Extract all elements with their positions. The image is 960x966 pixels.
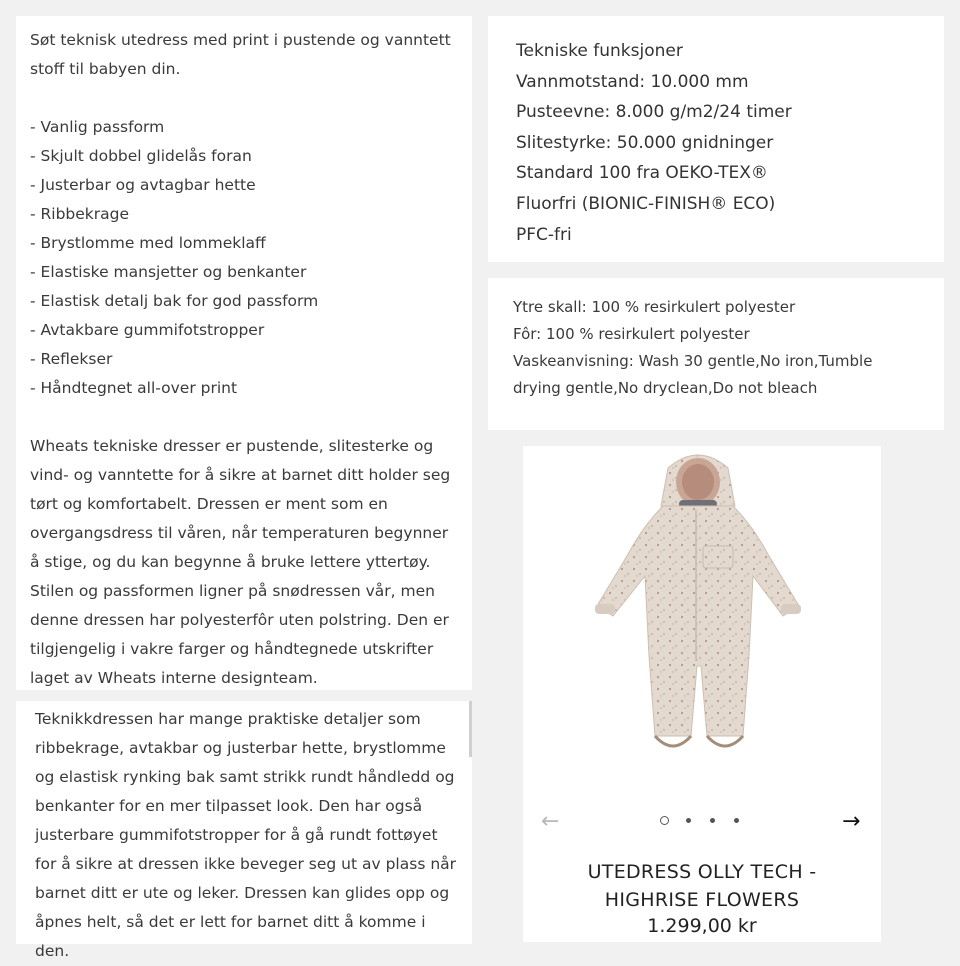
tech-spec-row: Fluorfri (BIONIC-FINISH® ECO) [516, 193, 776, 214]
carousel-dot[interactable] [686, 818, 691, 823]
feature-item: - Håndtegnet all-over print [30, 379, 238, 397]
material-panel [488, 278, 944, 430]
feature-item: - Reflekser [30, 350, 113, 368]
scrollbar-thumb[interactable] [469, 701, 472, 757]
carousel-dot[interactable] [660, 816, 669, 825]
arrow-right-icon[interactable]: → [842, 809, 861, 834]
product-image[interactable] [583, 446, 813, 776]
tech-spec-row: Slitestyrke: 50.000 gnidninger [516, 132, 774, 153]
carousel-dot[interactable] [734, 818, 739, 823]
product-title[interactable] [523, 858, 881, 914]
arrow-left-icon[interactable]: ← [541, 809, 560, 834]
feature-list [30, 113, 458, 403]
feature-item: - Justerbar og avtagbar hette [30, 176, 256, 194]
feature-item: - Elastiske mansjetter og benkanter [30, 263, 307, 281]
lining-text: Fôr: 100 % resirkulert polyester [513, 325, 750, 343]
tech-spec-row: PFC-fri [516, 224, 572, 245]
feature-item: - Avtakbare gummifotstropper [30, 321, 265, 339]
tech-spec-row: Pusteevne: 8.000 g/m2/24 timer [516, 102, 792, 123]
feature-item: - Ribbekrage [30, 205, 130, 223]
product-card[interactable] [523, 446, 881, 942]
feature-item: - Elastisk detalj bak for god passform [30, 292, 319, 310]
product-description-panel [16, 16, 472, 690]
extra-details-panel[interactable] [16, 701, 472, 960]
care-instructions-text: Vaskeanvisning: Wash 30 gentle,No iron,Tumble drying gentle,No dryclean,Do not bleach [513, 352, 873, 397]
feature-item: - Vanlig passform [30, 118, 165, 136]
technical-features-panel[interactable] [488, 16, 944, 262]
carousel-indicators [660, 816, 758, 825]
tech-spec-row: Standard 100 fra OEKO-TEX® [516, 163, 768, 184]
panel-fade [488, 248, 944, 262]
tech-spec-row: Vannmotstand: 10.000 mm [516, 71, 749, 92]
product-price: 1.299,00 kr [647, 915, 757, 937]
outer-shell-text: Ytre skall: 100 % resirkulert polyester [513, 298, 796, 316]
product-title-line: HIGHRISE FLOWERS [604, 889, 800, 911]
product-title-line: UTEDRESS OLLY TECH - [587, 861, 817, 883]
description-intro: Søt teknisk utedress med print i pustende og vanntett stoff til babyen din. [30, 31, 451, 78]
description-body: Wheats tekniske dresser er pustende, slitesterke og vind- og vanntette for å sikre at barnet ditt holder seg tørt og komfortabelt. Dressen er ment som en overgangsdress til våren, når temperaturen begynner å stige, og du kan begynne å bruke lettere yttertøy. Stilen og passformen ligner på snødressen vår, men denne dressen har polyesterfôr uten polstring. Den er tilgjengelig i vakre farger og håndtegnede utskrifter laget av Wheats interne designteam. [30, 437, 451, 687]
tech-title: Tekniske funksjoner [516, 41, 683, 61]
feature-item: - Skjult dobbel glidelås foran [30, 147, 252, 165]
feature-item: - Brystlomme med lommeklaff [30, 234, 266, 252]
carousel-dot[interactable] [710, 818, 715, 823]
extra-details-text: Teknikkdressen har mange praktiske detaljer som ribbekrage, avtakbar og justerbar hette, brystlomme og elastisk rynking bak samt strikk rundt håndledd og benkanter for en mer tilpasset look. Den har også justerbare gummifotstropper for å gå rundt fottøyet for å sikre at dressen ikke beveger seg ut av plass når barnet ditt er ute og leker. Dressen kan glides opp og åpnes helt, så det er lett for barnet ditt å komme i den. [35, 710, 457, 960]
